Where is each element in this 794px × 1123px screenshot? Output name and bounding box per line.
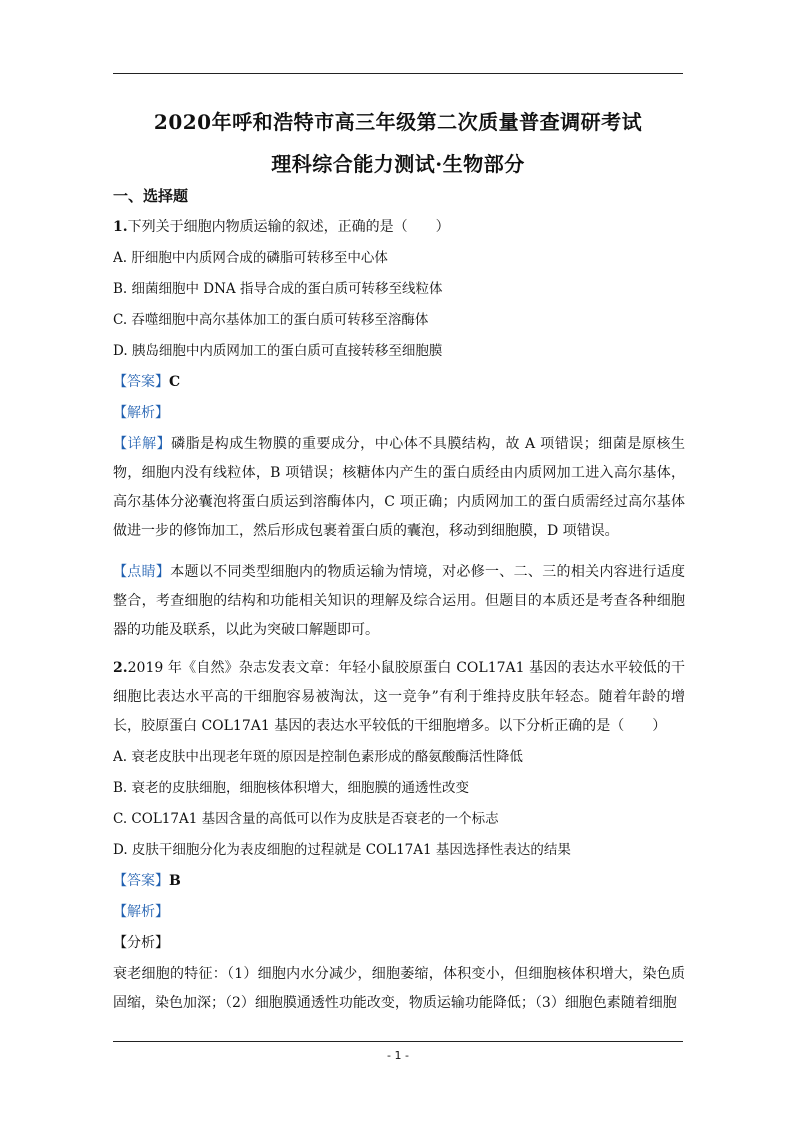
page-number: - 1 - bbox=[387, 1049, 409, 1062]
answer-value: C bbox=[169, 374, 181, 390]
question-2-option-c: C. COL17A1 基因含量的高低可以作为皮肤是否衰老的一个标志 bbox=[113, 811, 499, 827]
question-1-number: 1. bbox=[113, 219, 128, 235]
question-1-text: 下列关于细胞内物质运输的叙述，正确的是（ ） bbox=[127, 219, 450, 235]
header-rule bbox=[113, 73, 683, 74]
question-1-detail bbox=[113, 430, 685, 546]
footer-rule bbox=[113, 1041, 683, 1042]
question-1-option-d: D. 胰岛细胞中内质网加工的蛋白质可直接转移至细胞膜 bbox=[113, 343, 443, 359]
question-2-stem bbox=[113, 654, 685, 741]
question-2-fenxi-tag bbox=[113, 933, 683, 953]
question-2-option-a: A. 衰老皮肤中出现老年斑的原因是控制色素形成的酪氨酸酶活性降低 bbox=[113, 749, 523, 765]
page-subtitle: 理科综合能力测试·生物部分 bbox=[271, 152, 525, 176]
analysis-tag: 【解析】 bbox=[113, 405, 169, 421]
comment-text: 本题以不同类型细胞内的物质运输为情境，对必修一、二、三的相关内容进行适度整合，考查细胞的结构和功能相关知识的理解及综合运用。但题目的本质还是考查各种细胞器的功能及联系，以此为突破口解题即可。 bbox=[113, 564, 686, 638]
detail-text: 磷脂是构成生物膜的重要成分，中心体不具膜结构，故 A 项错误；细菌是原核生物，细胞内没有线粒体，B 项错误；核糖体内产生的蛋白质经由内质网加工进入高尔基体，高尔基体分泌囊泡将蛋白质运到溶酶体内，C 项正确；内质网加工的蛋白质需经过高尔基体做进一步的修饰加工，然后形成包裹着蛋白质的囊泡，移动到细胞膜，D 项错误。 bbox=[113, 436, 685, 539]
question-1-option-c: C. 吞噬细胞中高尔基体加工的蛋白质可转移至溶酶体 bbox=[113, 312, 429, 328]
comment-tag: 【点睛】 bbox=[113, 564, 171, 580]
question-1-stem bbox=[113, 217, 683, 237]
analysis-tag: 【解析】 bbox=[113, 904, 169, 920]
question-2-answer bbox=[113, 871, 683, 891]
question-2-number: 2. bbox=[113, 660, 128, 676]
question-1-answer bbox=[113, 372, 683, 392]
fenxi-tag: 【分析】 bbox=[113, 935, 169, 951]
question-2-fenxi-text: 衰老细胞的特征：（1）细胞内水分减少，细胞萎缩，体积变小，但细胞核体积增大，染色质固缩，染色加深；（2）细胞膜通透性功能改变，物质运输功能降低；（3）细胞色素随着细胞 bbox=[113, 966, 685, 1011]
answer-tag: 【答案】 bbox=[113, 374, 169, 390]
answer-tag: 【答案】 bbox=[113, 873, 169, 889]
question-2-analysis-tag bbox=[113, 902, 683, 922]
question-2-option-b: B. 衰老的皮肤细胞，细胞核体积增大，细胞膜的通透性改变 bbox=[113, 780, 470, 796]
question-1-option-a: A. 肝细胞中内质网合成的磷脂可转移至中心体 bbox=[113, 250, 388, 266]
question-2-text: 2019 年《自然》杂志发表文章：年轻小鼠胶原蛋白 COL17A1 基因的表达水平较低的干细胞比表达水平高的干细胞容易被淘汰，这一竞争”有利于维持皮肤年轻态。随着年龄的增长，胶原蛋白 COL17A1 基因的表达水平较低的干细胞增多。以下分析正确的是（ ） bbox=[113, 660, 685, 734]
answer-value: B bbox=[169, 873, 181, 889]
question-1-option-b: B. 细菌细胞中 DNA 指导合成的蛋白质可转移至线粒体 bbox=[113, 281, 443, 297]
question-1-comment bbox=[113, 558, 685, 645]
section-title: 一、选择题 bbox=[113, 187, 189, 205]
detail-tag: 【详解】 bbox=[113, 436, 172, 452]
question-2-option-d: D. 皮肤干细胞分化为表皮细胞的过程就是 COL17A1 基因选择性表达的结果 bbox=[113, 842, 571, 858]
question-1-analysis-tag bbox=[113, 403, 683, 423]
page-title: 2020年呼和浩特市高三年级第二次质量普查调研考试 bbox=[153, 110, 643, 134]
